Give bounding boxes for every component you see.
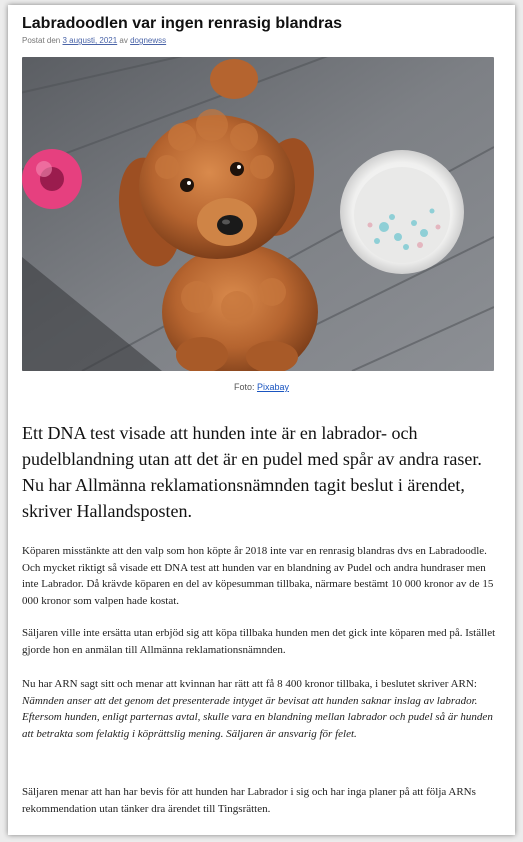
article-title: Labradoodlen var ingen renrasig blandras [22,15,343,32]
article-lead: Ett DNA test visade att hunden inte är en labrador- och pudelblandning utan att det är en pudel med spår av andra raser. Nu har Allmänna reklamationsnämnden tagit beslut i ärendet, skriver Hallandsposten. [22,423,482,521]
paragraph-4: Säljaren menar att han har bevis för att hunden har Labrador i sig och har inga planer på att följa ARNs rekommendation utan tänker dra ärendet till Tingsrätten. [22,786,476,815]
photo-caption [8,382,515,392]
author-link[interactable]: dognewss [130,36,167,45]
paragraph-1: Köparen misstänkte att den valp som hon köpte år 2018 inte var en renrasig blandras dvs en Labradoodle. Och mycket riktigt så visade ett DNA test att hunden var en blandning av Pudel och andra hundraser men inte Labrador. Då krävde köparen en del av köpesumman tillbaka, närmare bestämt 10 000 kronor av de 15 000 kronor som valpen hade kostat. [22,545,494,608]
paragraph-3 [22,676,500,743]
paragraph-2: Säljaren ville inte ersätta utan erbjöd sig att köpa tillbaka hunden men det gick inte köparen med på. Istället gjorde hon en anmälan till Allmänna reklamationsnämnden. [22,627,496,656]
article-photo [22,57,494,371]
pixabay-link[interactable]: Pixabay [256,382,290,392]
meta-mid: av [117,36,131,45]
meta-prefix: Postat den [22,36,63,45]
arn-quote: Nämnden anser att det genom det presenterade intyget är bevisat att hunden saknar inslag av labrador. Eftersom hunden, enligt parternas avtal, skulle vara en blandning mellan labrador och pudel så är hunden att betrakta som felaktig i köprättslig mening. Säljaren är ansvarig för felet. [22,694,493,741]
post-date-link[interactable]: 3 augusti, 2021 [62,36,118,45]
paragraph-3-text: Nu har ARN sagt sitt och menar att kvinnan har rätt att få 8 400 kronor tillbaka, i beslutet skriver ARN: [22,678,477,690]
caption-prefix: Foto: [233,382,257,392]
article-page [8,5,515,835]
post-meta [22,36,166,45]
